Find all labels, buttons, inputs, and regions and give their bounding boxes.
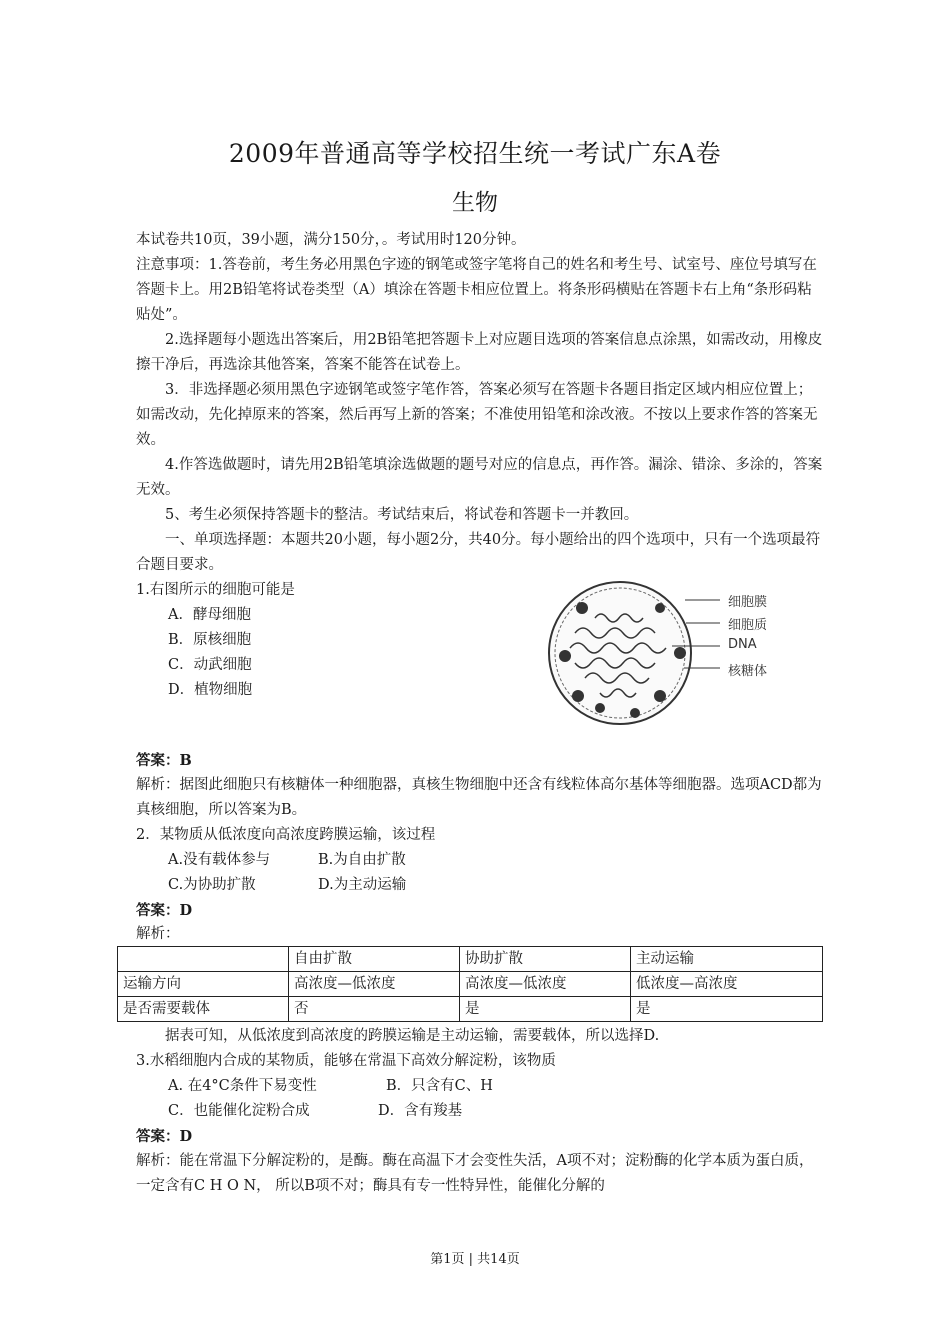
q1-option-d: D．植物细胞 xyxy=(168,682,253,698)
q3-option-c: C．也能催化淀粉合成 xyxy=(168,1103,310,1119)
table-header-row xyxy=(118,947,823,972)
page-footer: 第1页 | 共14页 xyxy=(430,1252,520,1267)
table-cell xyxy=(118,947,289,972)
q3-answer: 答案：D xyxy=(136,1128,193,1145)
q2-option-b: B.为自由扩散 xyxy=(318,852,406,868)
subject-title: 生物 xyxy=(452,190,498,216)
label-dna: DNA xyxy=(728,637,757,652)
q3-option-a: A. 在4°C条件下易变性 xyxy=(168,1078,317,1094)
q1-answer: 答案：B xyxy=(136,752,192,769)
q2-option-c: C.为协助扩散 xyxy=(168,877,256,893)
note-4: 4.作答选做题时，请先用2B铅笔填涂选做题的题号对应的信息点，再作答。漏涂、错涂、多涂的，答案无效。 xyxy=(136,457,823,498)
table-cell: 是 xyxy=(631,997,823,1022)
page-title: 2009年普通高等学校招生统一考试广东A卷 xyxy=(228,139,722,168)
section-heading: 一、单项选择题：本题共20小题，每小题2分，共40分。每小题给出的四个选项中，只有一个选项最符合题目要求。 xyxy=(136,532,821,573)
q1-stem: 1.右图所示的细胞可能是 xyxy=(136,582,295,598)
note-5: 5、考生必须保持答题卡的整洁。考试结束后，将试卷和答题卡一并教回。 xyxy=(165,507,639,523)
ribosome xyxy=(630,708,640,718)
table-cell: 主动运输 xyxy=(631,947,823,972)
note-1: 注意事项：1.答卷前，考生务必用黑色字迹的钢笔或签字笔将自己的姓名和考生号、试室号、座位号填写在答题卡上。用2B铅笔将试卷类型（A）填涂在答题卡相应位置上。将条形码横贴在答题卡右上角“条形码粘贴处”。 xyxy=(136,257,817,323)
table-cell: 低浓度—高浓度 xyxy=(631,972,823,997)
table-cell: 运输方向 xyxy=(118,972,289,997)
ribosome xyxy=(595,703,605,713)
q3-analysis: 解析：能在常温下分解淀粉的，是酶。酶在高温下才会变性失活，A项不对；淀粉酶的化学本质为蛋白质，一定含有C H O N， 所以B项不对；酶具有专一性特异性，能催化分解的 xyxy=(136,1153,814,1194)
q2-option-a: A.没有载体参与 xyxy=(168,852,271,868)
q1-option-a: A．酵母细胞 xyxy=(168,607,251,623)
q2-answer: 答案：D xyxy=(136,902,193,919)
q2-analysis-label: 解析： xyxy=(136,926,180,942)
q2-stem: 2．某物质从低浓度向高浓度跨膜运输，该过程 xyxy=(136,827,436,843)
table-cell: 协助扩散 xyxy=(460,947,631,972)
note-2: 2.选择题每小题选出答案后，用2B铅笔把答题卡上对应题目选项的答案信息点涂黑，如需改动，用橡皮擦干净后，再选涂其他答案，答案不能答在试卷上。 xyxy=(136,332,823,373)
ribosome xyxy=(572,690,584,702)
label-cytoplasm: 细胞质 xyxy=(728,618,768,633)
label-cell-membrane: 细胞膜 xyxy=(728,595,768,610)
q3-option-d: D．含有羧基 xyxy=(378,1103,463,1119)
ribosome xyxy=(654,690,666,702)
table-cell: 是否需要载体 xyxy=(118,997,289,1022)
ribosome xyxy=(576,602,588,614)
label-ribosome: 核糖体 xyxy=(728,664,768,679)
ribosome xyxy=(559,650,571,662)
transport-comparison-table xyxy=(117,946,823,1022)
prokaryotic-cell-figure xyxy=(520,578,720,728)
q1-option-c: C．动武细胞 xyxy=(168,657,252,673)
table-cell: 高浓度—低浓度 xyxy=(460,972,631,997)
q3-option-b: B．只含有C、H xyxy=(386,1078,493,1094)
table-cell: 自由扩散 xyxy=(289,947,460,972)
table-cell: 是 xyxy=(460,997,631,1022)
q3-stem: 3.水稻细胞内合成的某物质，能够在常温下高效分解淀粉，该物质 xyxy=(136,1053,556,1069)
q1-option-b: B．原核细胞 xyxy=(168,632,252,648)
q2-option-d: D.为主动运输 xyxy=(318,877,407,893)
table-row xyxy=(118,997,823,1022)
q2-conclusion: 据表可知，从低浓度到高浓度的跨膜运输是主动运输，需要载体，所以选择D. xyxy=(165,1028,660,1044)
note-3: 3．非选择题必须用黑色字迹钢笔或签字笔作答，答案必须写在答题卡各题目指定区域内相应位置上；如需改动，先化掉原来的答案，然后再写上新的答案；不准使用铅笔和涂改液。不按以上要求作答的答案无效。 xyxy=(136,382,818,448)
ribosome xyxy=(655,603,665,613)
table-row xyxy=(118,972,823,997)
table-cell: 高浓度—低浓度 xyxy=(289,972,460,997)
q1-analysis: 解析：据图此细胞只有核糖体一种细胞器，真核生物细胞中还含有线粒体高尔基体等细胞器。选项ACD都为真核细胞，所以答案为B。 xyxy=(136,777,822,818)
ribosome xyxy=(674,647,686,659)
cell-membrane xyxy=(549,582,691,724)
table-cell: 否 xyxy=(289,997,460,1022)
intro-text: 本试卷共10页，39小题，满分150分，。考试用时120分钟。 xyxy=(136,232,526,248)
